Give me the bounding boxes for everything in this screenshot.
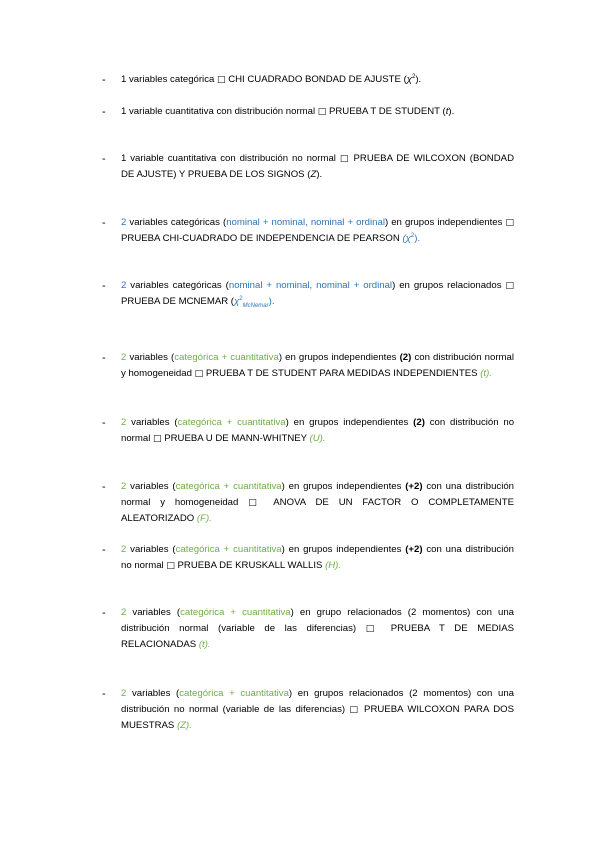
variable-types: nominal + nominal, nominal + ordinal xyxy=(228,280,393,291)
variable-types: categórica + cuantitativa xyxy=(175,481,282,492)
item-text xyxy=(121,542,514,574)
test-symbol: (t). xyxy=(480,368,492,379)
item-lead: variables ( xyxy=(131,417,178,428)
variable-count: 2 xyxy=(121,417,127,428)
test-symbol: Z xyxy=(310,169,317,180)
item-groups: ) en grupos independientes xyxy=(278,352,397,363)
item-text xyxy=(121,605,514,653)
bullet-dash: - xyxy=(102,106,106,118)
test-name: PRUEBA CHI-CUADRADO DE INDEPENDENCIA DE PEARSON xyxy=(121,233,400,244)
group-count: (+2) xyxy=(405,481,423,492)
item-groups: ) en grupos independientes xyxy=(281,544,402,555)
variable-count: 2 xyxy=(121,280,127,291)
arrow-glyph: □ xyxy=(339,154,350,164)
item-lead: variables categóricas ( xyxy=(129,217,227,228)
arrow-glyph: □ xyxy=(194,369,204,379)
item-text xyxy=(121,72,514,88)
item-text xyxy=(121,151,514,183)
item-lead: 1 variable cuantitativa con distribución normal xyxy=(121,106,316,117)
item-text xyxy=(121,104,514,120)
test-name: ANOVA DE UN FACTOR O COMPLETAMENTE ALEATORIZADO xyxy=(121,497,514,524)
item-tail: ). xyxy=(448,106,455,117)
variable-types: categórica + cuantitativa xyxy=(174,352,279,363)
test-name: PRUEBA WILCOXON PARA DOS MUESTRAS xyxy=(121,704,514,731)
test-name: CHI CUADRADO BONDAD DE AJUSTE ( xyxy=(228,74,407,85)
item-condition: con una distribución no normal xyxy=(121,544,515,571)
bullet-dash: - xyxy=(102,688,106,700)
variable-types: nominal + nominal, nominal + ordinal xyxy=(226,217,385,228)
arrow-glyph: □ xyxy=(248,498,264,508)
test-name: PRUEBA U DE MANN-WHITNEY xyxy=(164,433,307,444)
bullet-dash: - xyxy=(102,217,106,229)
test-name: PRUEBA T DE MEDIAS RELACIONADAS xyxy=(121,623,514,650)
test-name: PRUEBA DE KRUSKALL WALLIS xyxy=(177,560,323,571)
item-groups: ) en grupos independientes xyxy=(281,481,402,492)
test-name: PRUEBA T DE STUDENT ( xyxy=(328,106,446,117)
item-lead: variables ( xyxy=(130,544,176,555)
variable-count: 2 xyxy=(121,352,127,363)
variable-count: 2 xyxy=(121,481,127,492)
group-count: (2) xyxy=(413,417,425,428)
variable-types: categórica + cuantitativa xyxy=(175,544,282,555)
item-tail: ). xyxy=(316,169,323,180)
test-symbol: (Z). xyxy=(176,720,192,731)
bullet-dash: - xyxy=(102,544,106,556)
variable-count: 2 xyxy=(121,217,127,228)
symbol-superscript: 2 xyxy=(412,73,416,80)
item-lead: variables ( xyxy=(129,352,175,363)
variable-types: categórica + cuantitativa xyxy=(177,417,286,428)
test-name: PRUEBA DE MCNEMAR ( xyxy=(121,296,235,307)
item-text xyxy=(121,686,514,734)
test-symbol: (χ xyxy=(402,233,411,244)
test-symbol: (F). xyxy=(196,513,212,524)
item-groups: ) en grupos independientes xyxy=(285,417,409,428)
item-condition: con una distribución normal y homogeneidad xyxy=(121,481,515,508)
group-count: (+2) xyxy=(405,544,423,555)
item-condition: con distribución normal y homogeneidad xyxy=(121,352,515,379)
item-lead: variables categóricas ( xyxy=(130,280,229,291)
test-symbol: (U). xyxy=(309,433,326,444)
item-tail: ). xyxy=(414,233,421,244)
arrow-glyph: □ xyxy=(349,705,360,715)
variable-count: 2 xyxy=(121,607,127,618)
bullet-dash: - xyxy=(102,481,106,493)
item-lead: variables ( xyxy=(130,481,176,492)
item-lead: 1 variables categórica xyxy=(121,74,215,85)
arrow-glyph: □ xyxy=(365,624,382,634)
test-symbol: t xyxy=(445,106,449,117)
arrow-glyph: □ xyxy=(153,434,162,444)
item-text xyxy=(121,215,514,247)
bullet-dash: - xyxy=(102,607,106,619)
variable-types: categórica + cuantitativa xyxy=(179,688,289,699)
symbol-subscript: McNemar xyxy=(242,302,269,309)
item-text xyxy=(121,278,514,310)
group-count: (2) xyxy=(399,352,412,363)
test-name: PRUEBA DE WILCOXON (BONDAD DE AJUSTE) Y PRUEBA DE LOS SIGNOS ( xyxy=(121,153,514,180)
item-text xyxy=(121,350,514,382)
item-lead: variables ( xyxy=(132,607,181,618)
test-name: PRUEBA T DE STUDENT PARA MEDIDAS INDEPENDIENTES xyxy=(205,368,478,379)
bullet-dash: - xyxy=(102,417,106,429)
bullet-dash: - xyxy=(102,74,106,86)
symbol-superscript: 2 xyxy=(239,295,243,302)
item-groups: ) en grupos independientes xyxy=(384,217,503,228)
test-symbol: (t). xyxy=(198,639,211,650)
bullet-dash: - xyxy=(102,280,106,292)
item-lead: variables ( xyxy=(132,688,180,699)
item-groups: ) en grupos relacionados xyxy=(392,280,502,291)
item-condition: ) en grupo relacionados (2 momentos) con una distribución normal (variable de las diferencias) xyxy=(121,607,514,634)
item-tail: ). xyxy=(415,74,422,85)
variable-types: categórica + cuantitativa xyxy=(180,607,291,618)
bullet-dash: - xyxy=(102,153,106,165)
item-text xyxy=(121,479,514,527)
test-symbol: χ xyxy=(406,74,413,85)
item-condition: con distribución no normal xyxy=(121,417,515,444)
variable-count: 2 xyxy=(121,544,127,555)
arrow-glyph: □ xyxy=(317,107,327,117)
item-lead: 1 variable cuantitativa con distribución no normal xyxy=(121,153,336,164)
symbol-superscript: 2 xyxy=(410,232,415,239)
variable-count: 2 xyxy=(121,688,127,699)
bullet-dash: - xyxy=(102,352,106,364)
test-symbol: χ xyxy=(234,296,240,307)
item-condition: ) en grupos relacionados (2 momentos) con una distribución no normal (variable de las diferencias) xyxy=(121,688,514,715)
arrow-glyph: □ xyxy=(166,561,175,571)
item-text xyxy=(121,415,514,447)
arrow-glyph: □ xyxy=(505,281,514,291)
item-tail: ). xyxy=(268,296,275,307)
arrow-glyph: □ xyxy=(505,218,514,228)
test-symbol: (H). xyxy=(325,560,342,571)
arrow-glyph: □ xyxy=(217,75,226,85)
